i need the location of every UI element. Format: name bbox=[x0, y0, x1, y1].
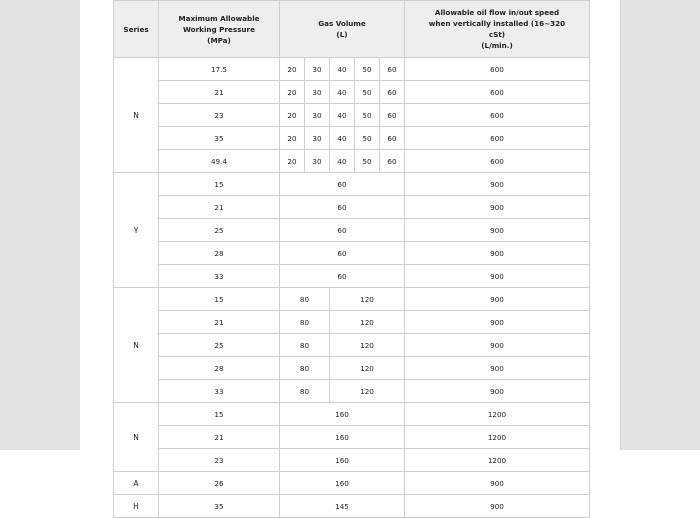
pressure-cell: 35 bbox=[159, 127, 280, 150]
gas-volume-cell: 120 bbox=[330, 288, 405, 311]
oil-flow-cell: 1200 bbox=[405, 449, 590, 472]
oil-flow-cell: 900 bbox=[405, 380, 590, 403]
gas-volume-cell: 145 bbox=[280, 495, 405, 518]
table-row bbox=[114, 265, 590, 288]
gas-volume-cell: 60 bbox=[380, 81, 405, 104]
gas-volume-cell: 120 bbox=[330, 334, 405, 357]
pressure-cell: 49.4 bbox=[159, 150, 280, 173]
content-area bbox=[80, 0, 620, 511]
gas-volume-cell: 40 bbox=[330, 58, 355, 81]
series-cell: H bbox=[114, 495, 159, 518]
pressure-cell: 28 bbox=[159, 357, 280, 380]
oil-flow-cell: 900 bbox=[405, 265, 590, 288]
table-row bbox=[114, 449, 590, 472]
gas-volume-cell: 20 bbox=[280, 150, 305, 173]
gas-volume-cell: 60 bbox=[280, 219, 405, 242]
table-row bbox=[114, 150, 590, 173]
gas-volume-cell: 50 bbox=[355, 104, 380, 127]
oil-flow-cell: 900 bbox=[405, 196, 590, 219]
oil-flow-cell: 600 bbox=[405, 58, 590, 81]
series-cell: A bbox=[114, 472, 159, 495]
table-row bbox=[114, 495, 590, 518]
gas-volume-cell: 40 bbox=[330, 150, 355, 173]
gas-volume-cell: 120 bbox=[330, 357, 405, 380]
gas-volume-cell: 50 bbox=[355, 127, 380, 150]
gas-volume-cell: 20 bbox=[280, 104, 305, 127]
gas-volume-cell: 160 bbox=[280, 472, 405, 495]
table-row bbox=[114, 334, 590, 357]
pressure-cell: 26 bbox=[159, 472, 280, 495]
gas-volume-cell: 60 bbox=[280, 173, 405, 196]
gas-volume-cell: 160 bbox=[280, 426, 405, 449]
oil-flow-cell: 1200 bbox=[405, 426, 590, 449]
oil-flow-cell: 600 bbox=[405, 150, 590, 173]
gas-volume-cell: 40 bbox=[330, 104, 355, 127]
gas-volume-cell: 80 bbox=[280, 334, 330, 357]
table-row bbox=[114, 219, 590, 242]
gas-volume-cell: 60 bbox=[280, 242, 405, 265]
oil-flow-cell: 900 bbox=[405, 334, 590, 357]
oil-flow-cell: 900 bbox=[405, 288, 590, 311]
pressure-cell: 23 bbox=[159, 104, 280, 127]
table-row bbox=[114, 104, 590, 127]
pressure-cell: 15 bbox=[159, 403, 280, 426]
gas-volume-cell: 60 bbox=[380, 150, 405, 173]
series-cell: N bbox=[114, 58, 159, 173]
gas-volume-cell: 60 bbox=[280, 265, 405, 288]
gas-volume-cell: 120 bbox=[330, 380, 405, 403]
gas-volume-cell: 80 bbox=[280, 288, 330, 311]
gas-volume-cell: 20 bbox=[280, 127, 305, 150]
oil-flow-cell: 600 bbox=[405, 104, 590, 127]
oil-flow-cell: 600 bbox=[405, 127, 590, 150]
gas-volume-cell: 30 bbox=[305, 58, 330, 81]
header-gas-volume: Gas Volume (L) bbox=[280, 1, 405, 58]
table-row bbox=[114, 196, 590, 219]
gas-volume-cell: 60 bbox=[380, 58, 405, 81]
pressure-cell: 33 bbox=[159, 380, 280, 403]
left-gray-margin bbox=[0, 0, 81, 450]
gas-volume-cell: 30 bbox=[305, 81, 330, 104]
header-series: Series bbox=[114, 1, 159, 58]
pressure-cell: 25 bbox=[159, 334, 280, 357]
gas-volume-cell: 30 bbox=[305, 127, 330, 150]
table-row bbox=[114, 472, 590, 495]
table-row bbox=[114, 311, 590, 334]
pressure-cell: 21 bbox=[159, 81, 280, 104]
gas-volume-cell: 50 bbox=[355, 58, 380, 81]
table-row bbox=[114, 288, 590, 311]
gas-volume-cell: 160 bbox=[280, 449, 405, 472]
pressure-cell: 25 bbox=[159, 219, 280, 242]
gas-volume-cell: 50 bbox=[355, 150, 380, 173]
table-row bbox=[114, 426, 590, 449]
oil-flow-cell: 900 bbox=[405, 219, 590, 242]
gas-volume-cell: 80 bbox=[280, 311, 330, 334]
pressure-cell: 33 bbox=[159, 265, 280, 288]
specification-table bbox=[113, 0, 590, 518]
table-row bbox=[114, 173, 590, 196]
table-row bbox=[114, 58, 590, 81]
table-row bbox=[114, 403, 590, 426]
oil-flow-cell: 600 bbox=[405, 81, 590, 104]
oil-flow-cell: 900 bbox=[405, 357, 590, 380]
gas-volume-cell: 20 bbox=[280, 81, 305, 104]
header-pressure: Maximum Allowable Working Pressure (MPa) bbox=[159, 1, 280, 58]
gas-volume-cell: 60 bbox=[380, 127, 405, 150]
gas-volume-cell: 40 bbox=[330, 127, 355, 150]
oil-flow-cell: 900 bbox=[405, 472, 590, 495]
table-row bbox=[114, 81, 590, 104]
oil-flow-cell: 900 bbox=[405, 242, 590, 265]
table-row bbox=[114, 357, 590, 380]
series-cell: N bbox=[114, 288, 159, 403]
pressure-cell: 28 bbox=[159, 242, 280, 265]
pressure-cell: 15 bbox=[159, 173, 280, 196]
gas-volume-cell: 40 bbox=[330, 81, 355, 104]
gas-volume-cell: 80 bbox=[280, 380, 330, 403]
oil-flow-cell: 900 bbox=[405, 311, 590, 334]
gas-volume-cell: 30 bbox=[305, 150, 330, 173]
right-gray-margin bbox=[620, 0, 700, 450]
pressure-cell: 21 bbox=[159, 196, 280, 219]
pressure-cell: 23 bbox=[159, 449, 280, 472]
pressure-cell: 35 bbox=[159, 495, 280, 518]
header-row bbox=[114, 1, 590, 58]
series-cell: Y bbox=[114, 173, 159, 288]
pressure-cell: 17.5 bbox=[159, 58, 280, 81]
table-row bbox=[114, 242, 590, 265]
header-oil-flow: Allowable oil flow in/out speed when vertically installed (16~320 cSt) (L/min.) bbox=[405, 1, 590, 58]
gas-volume-cell: 20 bbox=[280, 58, 305, 81]
gas-volume-cell: 80 bbox=[280, 357, 330, 380]
gas-volume-cell: 60 bbox=[380, 104, 405, 127]
gas-volume-cell: 50 bbox=[355, 81, 380, 104]
oil-flow-cell: 1200 bbox=[405, 403, 590, 426]
oil-flow-cell: 900 bbox=[405, 495, 590, 518]
pressure-cell: 21 bbox=[159, 311, 280, 334]
pressure-cell: 21 bbox=[159, 426, 280, 449]
gas-volume-cell: 120 bbox=[330, 311, 405, 334]
gas-volume-cell: 160 bbox=[280, 403, 405, 426]
table-row bbox=[114, 380, 590, 403]
table-row bbox=[114, 127, 590, 150]
oil-flow-cell: 900 bbox=[405, 173, 590, 196]
gas-volume-cell: 30 bbox=[305, 104, 330, 127]
gas-volume-cell: 60 bbox=[280, 196, 405, 219]
pressure-cell: 15 bbox=[159, 288, 280, 311]
series-cell: N bbox=[114, 403, 159, 472]
